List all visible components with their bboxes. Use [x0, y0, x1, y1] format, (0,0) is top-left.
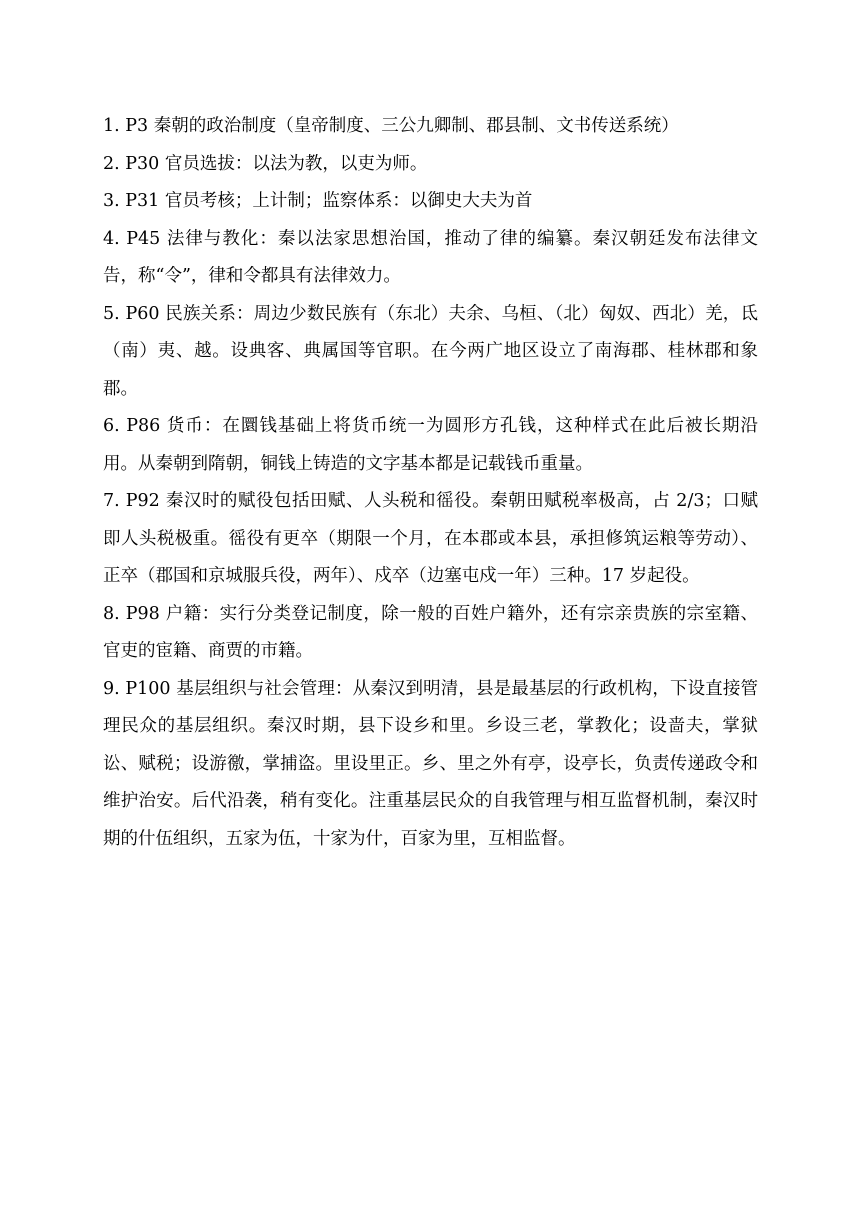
- list-item-2: 2. P30 官员选拔：以法为教，以吏为师。: [103, 153, 428, 174]
- list-item-5: 5. P60 民族关系：周边少数民族有（东北）夫余、乌桓、（北）匈奴、西北）羌，氐（南）夷、越。设典客、典属国等官职。在今两广地区设立了南海郡、桂林郡和象郡。: [103, 303, 758, 399]
- list-item-3: 3. P31 官员考核；上计制；监察体系：以御史大夫为首: [103, 191, 533, 211]
- document-body: [103, 108, 758, 858]
- list-item-4: 4. P45 法律与教化：秦以法家思想治国，推动了律的编纂。秦汉朝廷发布法律文告，称“令”，律和令都具有法律效力。: [103, 228, 758, 286]
- list-item-8: 8. P98 户籍：实行分类登记制度，除一般的百姓户籍外，还有宗亲贵族的宗室籍、官吏的宦籍、商贾的市籍。: [103, 603, 758, 661]
- list-item-6: 6. P86 货币：在圜钱基础上将货币统一为圆形方孔钱，这种样式在此后被长期沿用。从秦朝到隋朝，铜钱上铸造的文字基本都是记载钱币重量。: [103, 416, 758, 474]
- list-item-7: 7. P92 秦汉时的赋役包括田赋、人头税和徭役。秦朝田赋税率极高，占 2/3；口赋即人头税极重。徭役有更卒（期限一个月，在本郡或本县，承担修筑运粮等劳动）、正卒（郡国和京城服兵役，两年）、戍卒（边塞屯戍一年）三种。17 岁起役。: [103, 491, 758, 586]
- list-item-9: 9. P100 基层组织与社会管理：从秦汉到明清，县是最基层的行政机构，下设直接管理民众的基层组织。秦汉时期，县下设乡和里。乡设三老，掌教化；设啬夫，掌狱讼、赋税；设游徼，掌捕盗。里设里正。乡、里之外有亭，设亭长，负责传递政令和维护治安。后代沿袭，稍有变化。注重基层民众的自我管理与相互监督机制，秦汉时期的什伍组织，五家为伍，十家为什，百家为里，互相监督。: [103, 678, 758, 849]
- list-item-1: 1. P3 秦朝的政治制度（皇帝制度、三公九卿制、郡县制、文书传送系统）: [103, 116, 679, 136]
